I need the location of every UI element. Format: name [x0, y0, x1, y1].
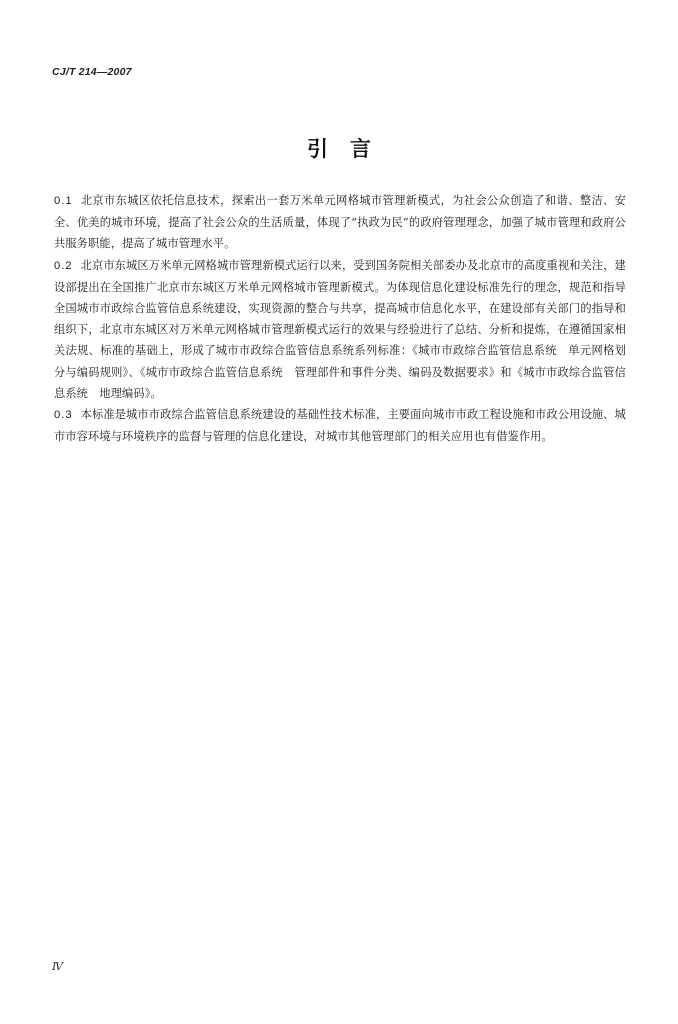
- document-body: [54, 190, 626, 447]
- page-number: Ⅳ: [52, 961, 63, 973]
- paragraph-0-2: [54, 255, 626, 404]
- clause-number: 0.3: [54, 409, 73, 422]
- standard-code: CJ/T 214—2007: [52, 66, 132, 78]
- paragraph-text: 北京市东城区万米单元网格城市管理新模式运行以来，受到国务院相关部委办及北京市的高度重视和关注，建设部提出在全国推广北京市东城区万米单元网格城市管理新模式。为体现信息化建设标准先行的理念，规范和指导全国城市市政综合监管信息系统建设，实现资源的整合与共享，提高城市信息化水平，在建设部有关部门的指导和组织下，北京市东城区对万米单元网格城市管理新模式运行的效果与经验进行了总结、分析和提炼，在遵循国家相关法规、标准的基础上，形成了城市市政综合监管信息系统系列标准：《城市市政综合监管信息系统 单元网格划分与编码规则》、《城市市政综合监管信息系统 管理部件和事件分类、编码及数据要求》和《城市市政综合监管信息系统 地理编码》。: [54, 258, 626, 400]
- paragraph-0-3: [54, 404, 626, 447]
- clause-number: 0.1: [54, 195, 73, 207]
- clause-number: 0.2: [54, 259, 73, 272]
- paragraph-text: 北京市东城区依托信息技术，探索出一套万米单元网格城市管理新模式，为社会公众创造了和谐、整洁、安全、优美的城市环境，提高了社会公众的生活质量，体现了“执政为民”的政府管理理念，加强了城市管理和政府公共服务职能，提高了城市管理水平。: [54, 194, 626, 251]
- page-title: 引言: [307, 137, 393, 161]
- paragraph-0-1: [54, 190, 626, 255]
- paragraph-text: 本标准是城市市政综合监管信息系统建设的基础性技术标准，主要面向城市市政工程设施和市政公用设施、城市市容环境与环境秩序的监督与管理的信息化建设，对城市其他管理部门的相关应用也有借鉴作用。: [54, 408, 626, 444]
